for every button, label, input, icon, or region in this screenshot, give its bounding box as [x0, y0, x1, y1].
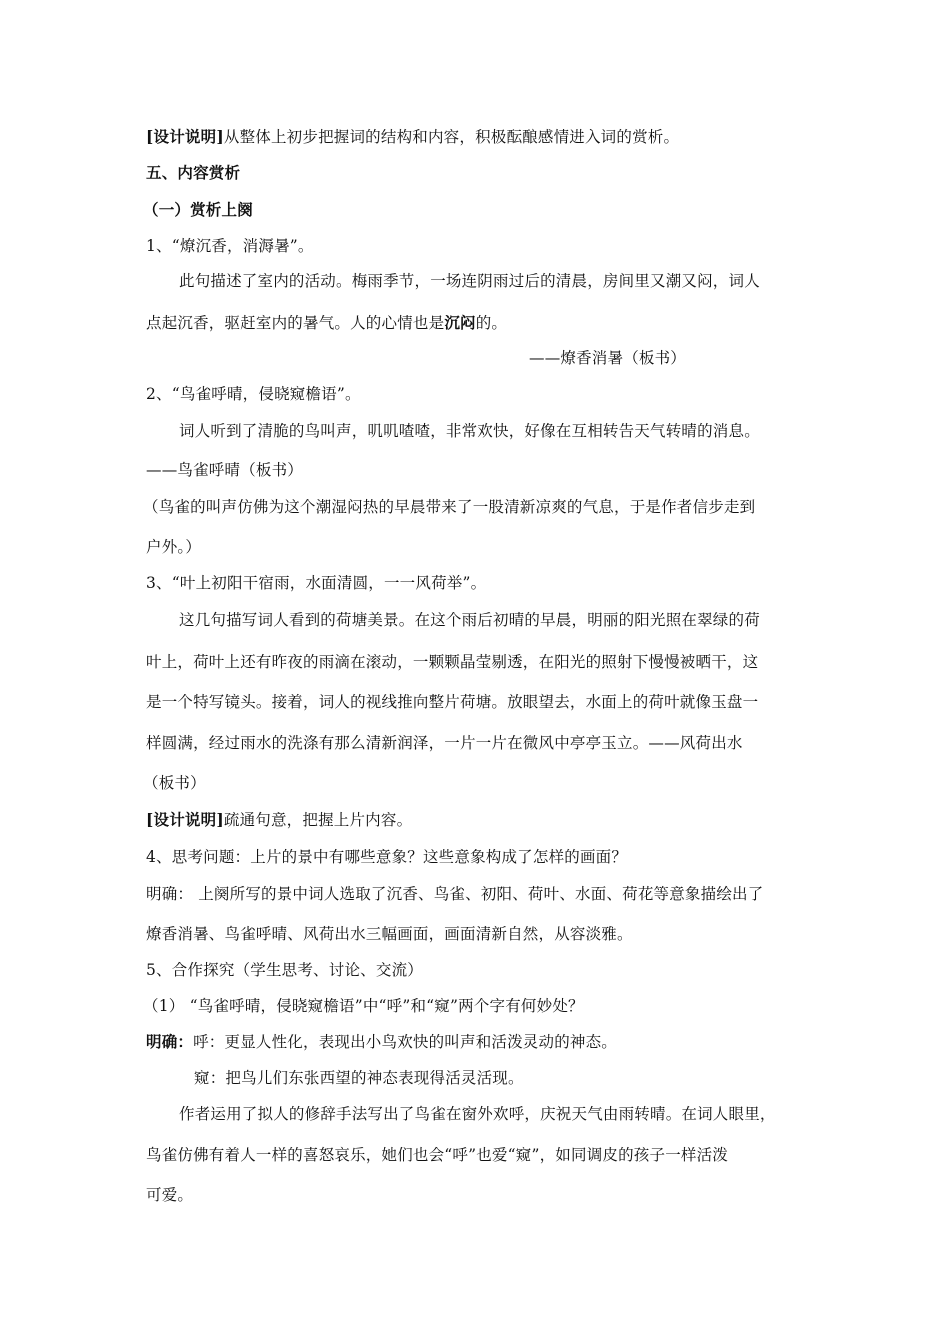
section-heading: 五、内容赏析 — [146, 163, 241, 182]
item2-paragraph-line1: 词人听到了清脆的鸟叫声，叽叽喳喳，非常欢快，好像在互相转告天气转晴的消息。 — [179, 422, 760, 440]
subsection-heading: （一）赏析上阕 — [143, 200, 253, 219]
answer-hu-text: 呼：更显人性化，表现出小鸟欢快的叫声和活泼灵动的神态。 — [193, 1033, 618, 1051]
answer-label: 明确： — [146, 1032, 194, 1051]
item1-paragraph-line1: 此句描述了室内的活动。梅雨季节，一场连阴雨过后的清晨，房间里又潮又闷，词人 — [179, 272, 760, 290]
item2-quote: 2、“鸟雀呼晴，侵晓窥檐语”。 — [146, 385, 361, 403]
item2-note-line2: 户外。） — [146, 538, 202, 556]
item3-line: 是一个特写镜头。接着，词人的视线推向整片荷塘。放眼望去，水面上的荷叶就像玉盘一 — [146, 693, 759, 711]
item5-answer-hu — [146, 1032, 617, 1052]
design-note-text: 疏通句意，把握上片内容。 — [223, 811, 413, 829]
item2-note-line1: （鸟雀的叫声仿佛为这个潮湿闷热的早晨带来了一股清新凉爽的气息，于是作者信步走到 — [143, 498, 756, 516]
item2-board-note: ——鸟雀呼晴（板书） — [146, 461, 304, 479]
item5-summary-line: 可爱。 — [146, 1186, 194, 1204]
item5-title: 5、合作探究（学生思考、讨论、交流） — [146, 961, 423, 979]
item3-quote: 3、“叶上初阳干宿雨，水面清圆，一一风荷举”。 — [146, 574, 487, 592]
design-note-2 — [146, 810, 412, 830]
item4-answer-line2: 燎香消暑、鸟雀呼晴、风荷出水三幅画面，画面清新自然，从容淡雅。 — [146, 925, 633, 943]
item4-answer-line1: 明确： 上阕所写的景中词人选取了沉香、鸟雀、初阳、荷叶、水面、荷花等意象描绘出了 — [146, 885, 764, 903]
item5-summary-line: 作者运用了拟人的修辞手法写出了鸟雀在窗外欢呼，庆祝天气由雨转晴。在词人眼里， — [179, 1105, 776, 1123]
design-note-text: 从整体上初步把握词的结构和内容，积极酝酿感情进入词的赏析。 — [223, 128, 680, 146]
design-note-1 — [146, 127, 679, 147]
item1-text-a: 点起沉香，驱赶室内的暑气。人的心情也是 — [146, 314, 445, 332]
design-note-label: [设计说明] — [146, 127, 224, 146]
item5-question: （1） “鸟雀呼晴，侵晓窥檐语”中“呼”和“窥”两个字有何妙处？ — [143, 997, 584, 1015]
item5-summary-line: 鸟雀仿佛有着人一样的喜怒哀乐，她们也会“呼”也爱“窥”，如同调皮的孩子一样活泼 — [146, 1146, 728, 1164]
item3-line: 这几句描写词人看到的荷塘美景。在这个雨后初晴的早晨，明丽的阳光照在翠绿的荷 — [179, 611, 760, 629]
item1-quote: 1、“燎沉香，消溽暑”。 — [146, 237, 314, 255]
item3-line: 样圆满，经过雨水的洗涤有那么清新润泽，一片一片在微风中亭亭玉立。——风荷出水 — [146, 734, 743, 752]
item3-line: （板书） — [143, 774, 206, 792]
item1-board-note: ——燎香消暑（板书） — [529, 349, 687, 367]
item5-answer-kui: 窥：把鸟儿们东张西望的神态表现得活灵活现。 — [194, 1069, 524, 1087]
item1-bold-word: 沉闷 — [444, 313, 476, 332]
item1-text-b: 的。 — [475, 314, 508, 332]
item4-question: 4、思考问题：上片的景中有哪些意象？这些意象构成了怎样的画面？ — [146, 848, 628, 866]
design-note-label: [设计说明] — [146, 810, 224, 829]
item1-paragraph-line2 — [146, 313, 507, 333]
item3-line: 叶上，荷叶上还有昨夜的雨滴在滚动，一颗颗晶莹剔透，在阳光的照射下慢慢被晒干，这 — [146, 653, 759, 671]
